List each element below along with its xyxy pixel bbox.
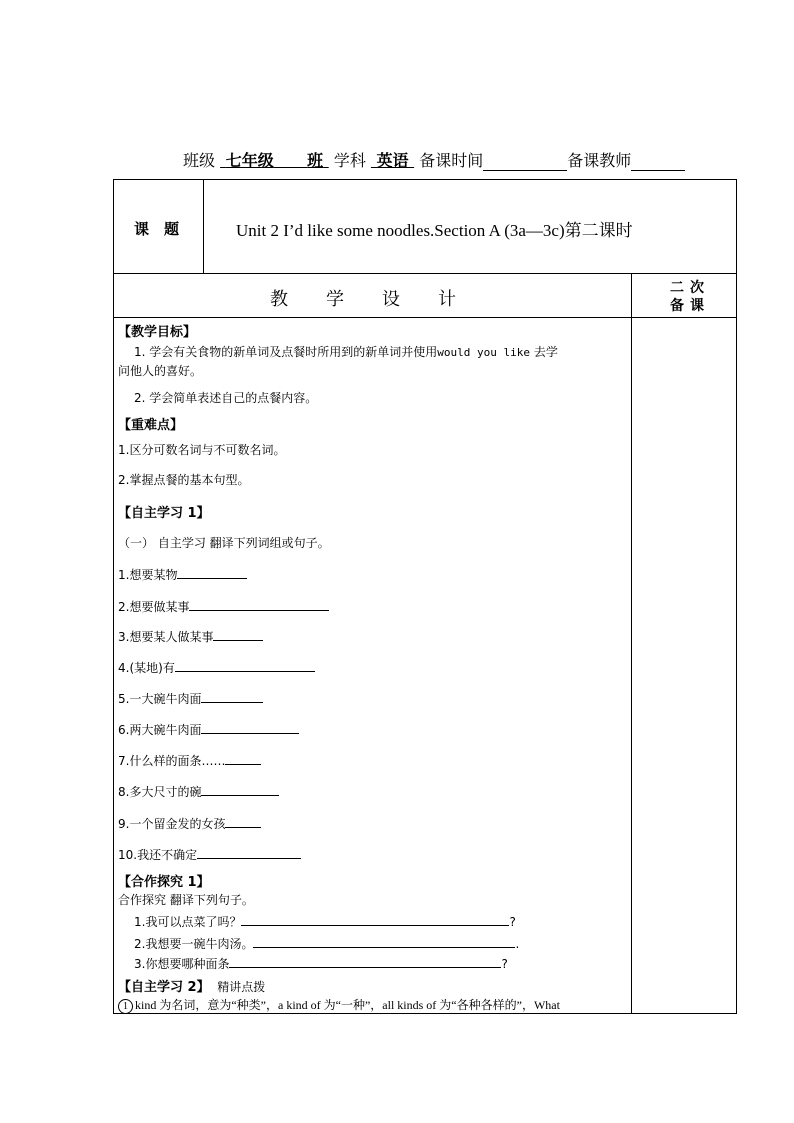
objectives-heading: 【教学目标】	[118, 325, 197, 340]
objective-1-cont: 问他人的喜好。	[118, 364, 203, 378]
explanation-line: 1 kind 为名词，意为“种类”，a kind of 为“一种”，all kinds of 为“各种各样的”，What	[118, 996, 626, 1014]
answer-blank[interactable]	[189, 598, 329, 611]
objective-1: 1. 学会有关食物的新单词及点餐时所用到的新单词并使用would you like 去学	[134, 345, 558, 359]
answer-blank[interactable]	[253, 935, 515, 948]
cooperation-item: 1.我可以点菜了吗？ ?	[134, 915, 516, 929]
second-prep-line2: 备课	[670, 298, 710, 314]
grade-value: 七年级 班	[225, 151, 324, 170]
row-divider-2	[113, 317, 737, 318]
answer-blank[interactable]	[201, 690, 263, 703]
subject-value: 英语	[376, 151, 409, 170]
translate-item: 8.多大尺寸的碗	[118, 783, 626, 800]
translate-item: 10.我还不确定	[118, 846, 626, 863]
prep-time-blank[interactable]	[483, 154, 567, 171]
topic-label: 课 题	[134, 220, 180, 238]
row-divider-1	[113, 273, 737, 274]
keypoint-1: 1.区分可数名词与不可数名词。	[118, 443, 286, 457]
translate-item: 1.想要某物	[118, 566, 626, 583]
second-prep-label	[660, 279, 720, 315]
cooperation-item: 2.我想要一碗牛肉汤。 .	[134, 937, 520, 951]
self-study-1-heading: 【自主学习 1】	[118, 506, 210, 521]
answer-blank[interactable]	[229, 955, 501, 968]
answer-blank[interactable]	[201, 783, 279, 796]
topic-divider	[203, 179, 204, 274]
cooperation-item: 3.你想要哪种面条 ?	[134, 957, 508, 971]
answer-blank[interactable]	[213, 628, 263, 641]
answer-blank[interactable]	[175, 659, 315, 672]
teacher-blank[interactable]	[631, 154, 685, 171]
header-line	[183, 148, 685, 171]
cooperation-intro: 合作探究 翻译下列句子。	[118, 893, 254, 907]
translate-item: 6.两大碗牛肉面	[118, 721, 626, 738]
subject-label: 学科	[333, 151, 366, 170]
circled-number: 1	[118, 999, 133, 1014]
translate-item: 7.什么样的面条……	[118, 752, 626, 769]
translate-item: 3.想要某人做某事	[118, 628, 626, 645]
prep-time-label: 备课时间	[419, 151, 484, 170]
objective-2: 2. 学会简单表述自己的点餐内容。	[134, 391, 318, 405]
answer-blank[interactable]	[241, 913, 509, 926]
translate-item: 2.想要做某事	[118, 598, 626, 615]
keypoint-2: 2.掌握点餐的基本句型。	[118, 473, 250, 487]
design-heading: 教学设计	[270, 289, 494, 310]
keypoints-heading: 【重难点】	[118, 418, 184, 433]
self-study-2-heading: 【自主学习 2】 精讲点拨	[118, 980, 266, 995]
translate-item: 4.(某地)有	[118, 659, 626, 676]
answer-blank[interactable]	[225, 752, 261, 765]
answer-blank[interactable]	[177, 566, 247, 579]
answer-blank[interactable]	[197, 846, 301, 859]
topic-title: Unit 2 I’d like some noodles.Section A (3a—3c)第二课时	[236, 221, 633, 240]
cooperation-heading: 【合作探究 1】	[118, 875, 210, 890]
second-prep-line1: 二次	[670, 280, 710, 296]
answer-blank[interactable]	[201, 721, 299, 734]
self-study-1-intro: （一） 自主学习 翻译下列词组或句子。	[118, 536, 330, 550]
translate-item: 9.一个留金发的女孩	[118, 815, 626, 832]
class-label: 班级	[183, 151, 216, 170]
column-divider	[631, 273, 632, 1014]
answer-blank[interactable]	[225, 815, 261, 828]
translate-item: 5.一大碗牛肉面	[118, 690, 626, 707]
teacher-label: 备课教师	[567, 151, 632, 170]
